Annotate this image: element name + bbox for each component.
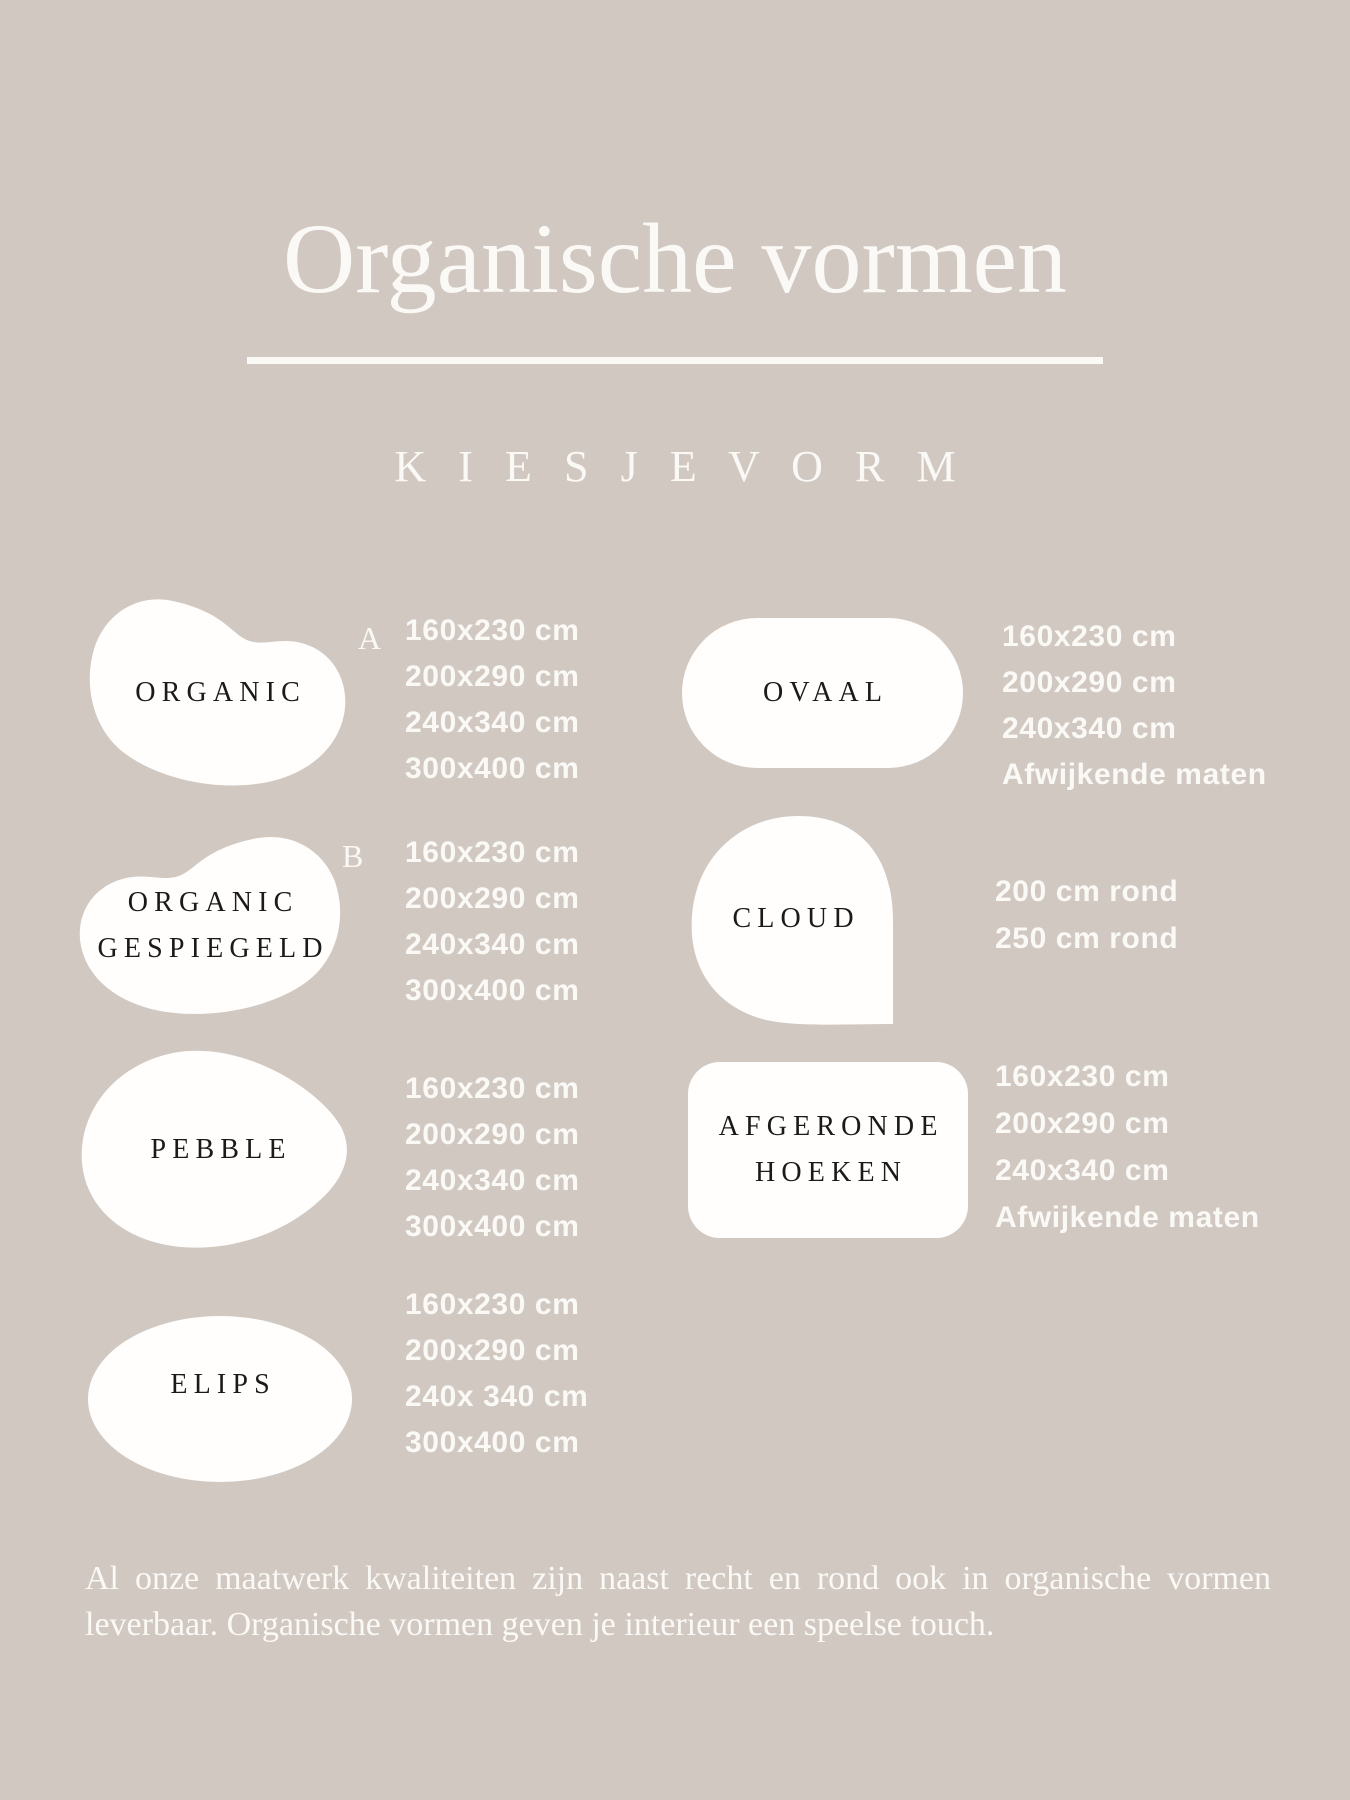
- shape-label-afgeronde-hoeken: [712, 1104, 943, 1196]
- size-option: 200x290 cm: [405, 660, 580, 693]
- size-option: 240x340 cm: [1002, 712, 1177, 745]
- label-line: ORGANIC: [127, 886, 299, 918]
- size-option: 160x230 cm: [1002, 620, 1177, 653]
- size-option: 160x230 cm: [405, 614, 580, 647]
- size-option: 200x290 cm: [995, 1107, 1170, 1140]
- shape-label-organic: ORGANIC: [135, 676, 306, 708]
- size-option: 240x340 cm: [405, 1164, 580, 1197]
- size-option: Afwijkende maten: [995, 1201, 1260, 1234]
- size-list-ovaal: [1002, 614, 1267, 798]
- size-option: 240x 340 cm: [405, 1380, 589, 1413]
- shape-cloud: [688, 812, 898, 1025]
- title-underline: [247, 357, 1103, 364]
- shape-label-cloud: CLOUD: [732, 902, 860, 934]
- shape-label-pebble: PEBBLE: [150, 1134, 292, 1165]
- size-list-organic: [405, 608, 580, 792]
- shape-label-organic-gespiegeld: [91, 880, 328, 972]
- size-option: 300x400 cm: [405, 974, 580, 1007]
- size-option: Afwijkende maten: [1002, 758, 1267, 791]
- size-option: 160x230 cm: [405, 1072, 580, 1105]
- page-subtitle: K I E S J E V O R M: [394, 442, 967, 491]
- page-title: Organische vormen: [282, 203, 1068, 314]
- size-list-pebble: [405, 1066, 580, 1250]
- size-option: 200x290 cm: [1002, 666, 1177, 699]
- size-option: 240x340 cm: [405, 928, 580, 961]
- size-option: 200x290 cm: [405, 882, 580, 915]
- shape-afgeronde-hoeken: [688, 1062, 968, 1238]
- shape-pebble: [78, 1046, 358, 1254]
- size-option: 160x230 cm: [405, 836, 580, 869]
- size-option: 300x400 cm: [405, 752, 580, 785]
- variant-a-label: A: [358, 620, 382, 656]
- shape-label-elips: ELIPS: [170, 1369, 276, 1400]
- size-list-elips: [405, 1282, 588, 1466]
- size-option: 200x290 cm: [405, 1334, 580, 1367]
- shape-label-ovaal: OVAAL: [762, 677, 889, 708]
- size-option: 250 cm rond: [995, 922, 1179, 955]
- size-option: 160x230 cm: [995, 1060, 1170, 1093]
- label-line: HOEKEN: [755, 1157, 908, 1188]
- size-list-afgeronde-hoeken: [995, 1053, 1260, 1241]
- shape-ovaal: [682, 618, 963, 768]
- footer-paragraph: [85, 1556, 1271, 1648]
- size-option: 160x230 cm: [405, 1288, 580, 1321]
- size-option: 200 cm rond: [995, 875, 1179, 908]
- shape-elips: [88, 1316, 352, 1482]
- size-option: 200x290 cm: [405, 1118, 580, 1151]
- shape-organic-blob: [85, 590, 350, 795]
- size-option: 300x400 cm: [405, 1426, 580, 1459]
- size-list-organic-gespiegeld: [405, 830, 580, 1014]
- size-option: 300x400 cm: [405, 1210, 580, 1243]
- footer-line: leverbaar. Organische vormen geven je interieur een speelse touch.: [85, 1606, 995, 1643]
- label-line: AFGERONDE: [718, 1111, 944, 1142]
- shape-organic-gespiegeld-blob: [75, 828, 345, 1023]
- variant-b-label: B: [342, 838, 364, 874]
- footer-line: Al onze maatwerk kwaliteiten zijn naast recht en rond ook in organische vormen: [85, 1560, 1271, 1597]
- size-option: 240x340 cm: [995, 1154, 1170, 1187]
- size-option: 240x340 cm: [405, 706, 580, 739]
- size-list-cloud: [995, 868, 1178, 962]
- label-line: GESPIEGELD: [97, 932, 329, 964]
